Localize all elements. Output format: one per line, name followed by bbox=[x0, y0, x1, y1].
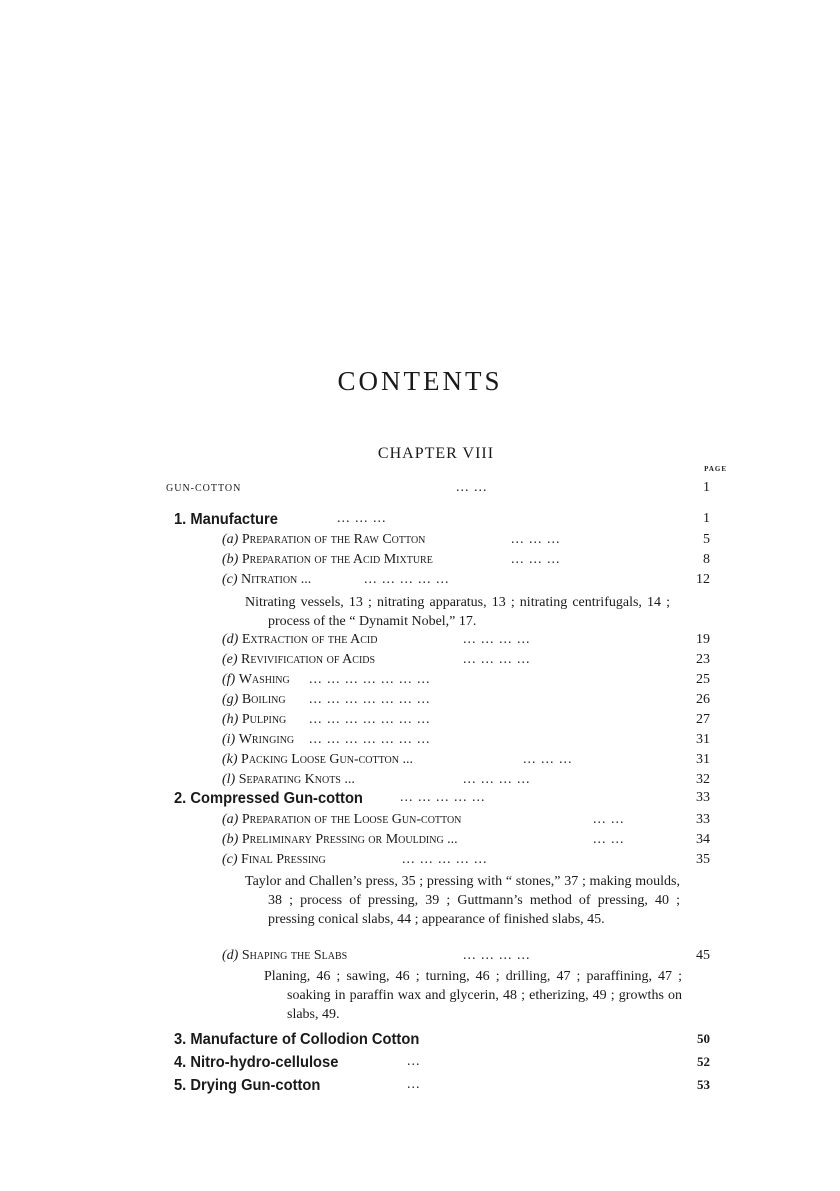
item-letter: (h) bbox=[222, 712, 239, 727]
leader-dots: ... ... ... ... bbox=[463, 772, 531, 787]
toc-entry bbox=[222, 672, 710, 692]
leader-dots: ... ... ... bbox=[523, 752, 573, 767]
leader-dots: ... bbox=[407, 1077, 421, 1092]
toc-entry bbox=[222, 652, 710, 672]
page-number: 8 bbox=[703, 552, 710, 567]
item-label: Preparation of the Raw Cotton bbox=[241, 532, 426, 547]
leader-dots: ... ... ... bbox=[337, 511, 387, 526]
section-label: 2. Compressed Gun-cotton bbox=[174, 790, 363, 807]
item-letter: (f) bbox=[222, 672, 236, 687]
toc-entry bbox=[222, 572, 710, 592]
item-note-text: Taylor and Challen’s press, 35 ; pressing with “ stones,” 37 ; making moulds, 38 ; process of pressing, 39 ; Guttmann’s method of pressing, 40 ; pressing conical slabs, 44 ; appearance of finished slabs, 45. bbox=[245, 874, 680, 927]
item-letter: (k) bbox=[222, 752, 238, 767]
leader-dots: ... ... ... ... bbox=[463, 948, 531, 963]
page-number: 33 bbox=[696, 812, 710, 827]
page-title: CONTENTS bbox=[337, 366, 503, 396]
item-label: Pulping bbox=[241, 712, 287, 727]
toc-entry bbox=[222, 948, 710, 968]
item-label: Final Pressing bbox=[241, 852, 326, 867]
leader-dots: ... ... ... ... bbox=[463, 652, 531, 667]
item-note bbox=[245, 872, 680, 929]
item-label: Revivification of Acids bbox=[241, 652, 376, 667]
item-label: Extraction of the Acid bbox=[241, 632, 378, 647]
section-entry bbox=[174, 1031, 710, 1051]
toc-entry bbox=[222, 692, 710, 712]
page-number: 19 bbox=[696, 632, 710, 647]
page-number: 12 bbox=[696, 572, 710, 587]
chapter-heading: CHAPTER VIII bbox=[377, 445, 495, 462]
item-label: Washing bbox=[238, 672, 290, 687]
leader-dots: ... ... ... ... ... bbox=[400, 790, 486, 805]
page-number: 34 bbox=[696, 832, 710, 847]
section-entry bbox=[174, 1054, 710, 1074]
item-letter: (i) bbox=[222, 732, 236, 747]
section-label: 1. Manufacture bbox=[174, 511, 278, 528]
item-label: Preparation of the Loose Gun-cotton bbox=[241, 812, 462, 827]
chapter-entry bbox=[166, 480, 710, 500]
item-letter: (b) bbox=[222, 552, 239, 567]
item-letter: (c) bbox=[222, 852, 238, 867]
leader-dots: ... ... ... ... ... ... ... bbox=[309, 692, 431, 707]
leader-dots: ... ... ... ... ... ... ... bbox=[309, 732, 431, 747]
page-number: 1 bbox=[703, 511, 710, 526]
item-letter: (a) bbox=[222, 532, 239, 547]
page-number: 5 bbox=[703, 532, 710, 547]
leader-dots: ... bbox=[407, 1054, 421, 1069]
page-number: 23 bbox=[696, 652, 710, 667]
leader-dots: ... ... ... bbox=[511, 532, 561, 547]
item-note bbox=[245, 593, 670, 631]
item-letter: (d) bbox=[222, 632, 239, 647]
chapter-entry-label: GUN-COTTON bbox=[166, 483, 242, 494]
page-number: 32 bbox=[696, 772, 710, 787]
item-note-text: Nitrating vessels, 13 ; nitrating apparatus, 13 ; nitrating centrifugals, 14 ; process of the “ Dynamit Nobel,” 17. bbox=[245, 595, 670, 629]
section-label: 4. Nitro-hydro-cellulose bbox=[174, 1054, 339, 1071]
leader-dots: ... ... ... ... bbox=[463, 632, 531, 647]
page-number: 31 bbox=[696, 732, 710, 747]
leader-dots: ... ... ... bbox=[511, 552, 561, 567]
item-label: Shaping the Slabs bbox=[241, 948, 348, 963]
toc-entry bbox=[222, 632, 710, 652]
page-number: 33 bbox=[696, 790, 710, 805]
item-label: Packing Loose Gun-cotton ... bbox=[241, 752, 413, 767]
page-number: 25 bbox=[696, 672, 710, 687]
section-entry bbox=[174, 790, 710, 810]
item-letter: (d) bbox=[222, 948, 239, 963]
leader-dots: ... ... ... ... ... ... ... bbox=[309, 712, 431, 727]
page-number: 53 bbox=[697, 1077, 710, 1092]
toc-entry bbox=[222, 552, 710, 572]
item-label: Boiling bbox=[241, 692, 286, 707]
page-number: 1 bbox=[703, 480, 710, 495]
toc-entry bbox=[222, 832, 710, 852]
leader-dots: ... ... bbox=[593, 832, 625, 847]
item-letter: (l) bbox=[222, 772, 236, 787]
toc-entry bbox=[222, 772, 710, 792]
toc-entry bbox=[222, 852, 710, 872]
leader-dots: ... ... ... ... ... bbox=[402, 852, 488, 867]
item-letter: (b) bbox=[222, 832, 239, 847]
page-number: 50 bbox=[697, 1031, 710, 1046]
item-note-text: Planing, 46 ; sawing, 46 ; turning, 46 ; drilling, 47 ; paraffining, 47 ; soaking in paraffin wax and glycerin, 48 ; etherizing, 49 ; growths on slabs, 49. bbox=[264, 969, 682, 1022]
toc-entry bbox=[222, 812, 710, 832]
section-label: 3. Manufacture of Collodion Cotton bbox=[174, 1031, 420, 1048]
page-number: 27 bbox=[696, 712, 710, 727]
leader-dots: ... ... bbox=[593, 812, 625, 827]
item-note bbox=[264, 967, 682, 1024]
page-column-heading: PAGE bbox=[704, 465, 727, 473]
item-letter: (g) bbox=[222, 692, 239, 707]
page-number: 52 bbox=[697, 1054, 710, 1069]
section-entry bbox=[174, 1077, 710, 1097]
item-letter: (c) bbox=[222, 572, 238, 587]
item-letter: (e) bbox=[222, 652, 238, 667]
page-number: 45 bbox=[696, 948, 710, 963]
item-label: Wringing bbox=[238, 732, 295, 747]
leader-dots: ... ... ... ... ... ... ... bbox=[309, 672, 431, 687]
item-label: Preparation of the Acid Mixture bbox=[241, 552, 433, 567]
leader-dots: ... ... ... ... ... bbox=[364, 572, 450, 587]
item-label: Separating Knots ... bbox=[238, 772, 355, 787]
item-label: Preliminary Pressing or Moulding ... bbox=[241, 832, 458, 847]
item-letter: (a) bbox=[222, 812, 239, 827]
item-label: Nitration ... bbox=[241, 572, 312, 587]
leader-dots: ... ... bbox=[456, 480, 488, 495]
toc-entry bbox=[222, 732, 710, 752]
page-number: 26 bbox=[696, 692, 710, 707]
toc-entry bbox=[222, 532, 710, 552]
page-number: 31 bbox=[696, 752, 710, 767]
toc-entry bbox=[222, 752, 710, 772]
section-entry bbox=[174, 511, 710, 531]
section-label: 5. Drying Gun-cotton bbox=[174, 1077, 321, 1094]
toc-entry bbox=[222, 712, 710, 732]
page-number: 35 bbox=[696, 852, 710, 867]
